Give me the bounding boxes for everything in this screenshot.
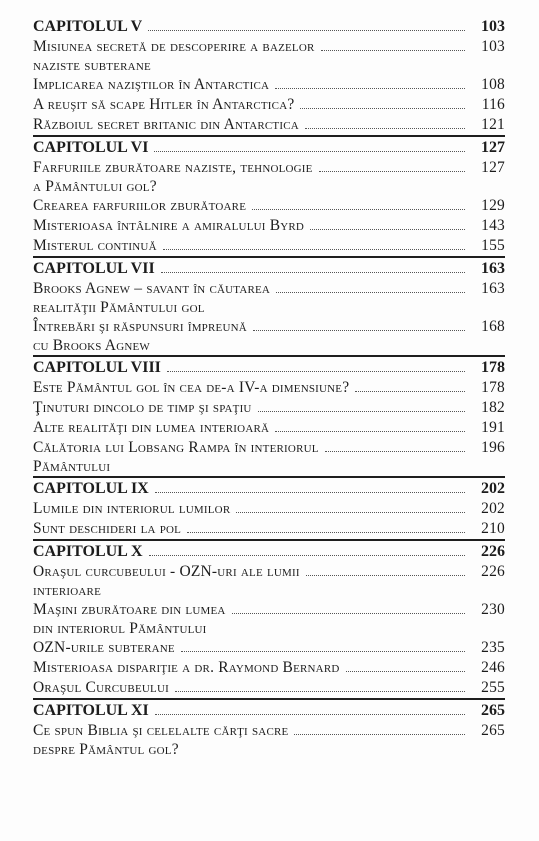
dot-leader bbox=[167, 371, 465, 372]
toc-entry bbox=[33, 678, 505, 698]
entry-title: Războiul secret britanic din Antarctica bbox=[33, 116, 299, 133]
dot-leader bbox=[321, 50, 465, 51]
chapter-page-number: 163 bbox=[481, 260, 505, 277]
entry-title: Misiunea secretă de descoperire a bazelor bbox=[33, 38, 315, 55]
entry-title: Este Pământul gol în cea de-a IV-a dimensiune? bbox=[33, 379, 350, 396]
chapter-page-number: 265 bbox=[481, 702, 505, 719]
entry-page-number: 129 bbox=[481, 197, 505, 214]
toc-entry bbox=[33, 600, 505, 638]
entry-page-number: 255 bbox=[481, 679, 505, 696]
chapter-page-number: 202 bbox=[481, 480, 505, 497]
entry-title: Farfuriile zburătoare naziste, tehnologie bbox=[33, 159, 313, 176]
dot-leader bbox=[253, 330, 465, 331]
chapter-heading bbox=[33, 358, 505, 378]
chapter-title: CAPITOLUL IX bbox=[33, 480, 149, 497]
toc-entry bbox=[33, 37, 505, 75]
entry-page-number: 121 bbox=[481, 116, 505, 133]
entry-page-number: 168 bbox=[481, 318, 505, 335]
entry-page-number: 196 bbox=[481, 439, 505, 456]
entry-page-number: 143 bbox=[481, 217, 505, 234]
chapter-page-number: 127 bbox=[481, 139, 505, 156]
entry-page-number: 265 bbox=[481, 722, 505, 739]
entry-title: Implicarea naziştilor în Antarctica bbox=[33, 76, 270, 93]
toc-entry bbox=[33, 658, 505, 678]
chapter-section bbox=[33, 698, 505, 759]
entry-title-continuation: din interiorul Pământului bbox=[33, 620, 207, 637]
dot-leader bbox=[161, 272, 465, 273]
dot-leader bbox=[276, 292, 465, 293]
dot-leader bbox=[148, 30, 465, 31]
chapter-heading bbox=[33, 17, 505, 37]
toc-entry bbox=[33, 115, 505, 135]
dot-leader bbox=[300, 108, 465, 109]
chapter-section bbox=[33, 256, 505, 355]
dot-leader bbox=[346, 671, 466, 672]
dot-leader bbox=[149, 555, 465, 556]
toc-entry bbox=[33, 216, 505, 236]
dot-leader bbox=[275, 88, 465, 89]
entry-page-number: 182 bbox=[481, 399, 505, 416]
dot-leader bbox=[155, 714, 465, 715]
toc-entry bbox=[33, 236, 505, 256]
entry-title: Lumile din interiorul lumilor bbox=[33, 500, 231, 517]
chapter-page-number: 103 bbox=[481, 18, 505, 35]
dot-leader bbox=[305, 128, 465, 129]
toc-entry bbox=[33, 519, 505, 539]
entry-title: Brooks Agnew – savant în căutarea bbox=[33, 280, 271, 297]
chapter-section bbox=[33, 476, 505, 539]
dot-leader bbox=[175, 691, 465, 692]
entry-page-number: 226 bbox=[481, 563, 505, 580]
chapter-section bbox=[33, 135, 505, 256]
chapter-title: CAPITOLUL VI bbox=[33, 139, 149, 156]
dot-leader bbox=[325, 451, 465, 452]
dot-leader bbox=[163, 249, 465, 250]
toc-entry bbox=[33, 438, 505, 476]
toc-entry bbox=[33, 279, 505, 317]
toc-entry bbox=[33, 638, 505, 658]
chapter-section bbox=[33, 355, 505, 476]
entry-title-continuation: cu Brooks Agnew bbox=[33, 337, 150, 354]
entry-page-number: 108 bbox=[481, 76, 505, 93]
toc-entry bbox=[33, 499, 505, 519]
toc-entry bbox=[33, 418, 505, 438]
entry-title: Ce spun Biblia şi celelalte cărţi sacre bbox=[33, 722, 289, 739]
entry-page-number: 103 bbox=[481, 38, 505, 55]
dot-leader bbox=[187, 532, 465, 533]
entry-page-number: 178 bbox=[481, 379, 505, 396]
table-of-contents bbox=[33, 16, 505, 759]
entry-title: Sunt deschideri la pol bbox=[33, 520, 182, 537]
dot-leader bbox=[355, 391, 465, 392]
chapter-page-number: 178 bbox=[481, 359, 505, 376]
entry-title: Misterioasa întâlnire a amiralului Byrd bbox=[33, 217, 305, 234]
chapter-heading bbox=[33, 138, 505, 158]
toc-entry bbox=[33, 95, 505, 115]
entry-title-continuation: a Pământului gol? bbox=[33, 178, 157, 195]
entry-title-continuation: interioare bbox=[33, 582, 101, 599]
entry-page-number: 246 bbox=[481, 659, 505, 676]
dot-leader bbox=[258, 411, 465, 412]
toc-entry bbox=[33, 196, 505, 216]
entry-title: Crearea farfuriilor zburătoare bbox=[33, 197, 247, 214]
entry-page-number: 202 bbox=[481, 500, 505, 517]
entry-title: Misterul continuă bbox=[33, 237, 157, 254]
entry-page-number: 163 bbox=[481, 280, 505, 297]
toc-entry bbox=[33, 562, 505, 600]
entry-title: Alte realităţi din lumea interioară bbox=[33, 419, 270, 436]
dot-leader bbox=[252, 209, 465, 210]
entry-title-continuation: realităţii Pământului gol bbox=[33, 299, 205, 316]
entry-page-number: 235 bbox=[481, 639, 505, 656]
dot-leader bbox=[306, 575, 465, 576]
chapter-title: CAPITOLUL X bbox=[33, 543, 143, 560]
dot-leader bbox=[181, 651, 465, 652]
entry-title: Misterioasa dispariţie a dr. Raymond Bernard bbox=[33, 659, 340, 676]
toc-entry bbox=[33, 378, 505, 398]
entry-title: Oraşul Curcubeului bbox=[33, 679, 169, 696]
chapter-heading bbox=[33, 542, 505, 562]
entry-title: Întrebări şi răspunsuri împreună bbox=[33, 318, 247, 335]
dot-leader bbox=[232, 613, 465, 614]
dot-leader bbox=[310, 229, 465, 230]
entry-title-continuation: naziste subterane bbox=[33, 57, 151, 74]
entry-title-continuation: Pământului bbox=[33, 458, 111, 475]
dot-leader bbox=[294, 734, 465, 735]
entry-page-number: 155 bbox=[481, 237, 505, 254]
entry-page-number: 210 bbox=[481, 520, 505, 537]
entry-title: Ţinuturi dincolo de timp şi spaţiu bbox=[33, 399, 252, 416]
chapter-heading bbox=[33, 479, 505, 499]
chapter-heading bbox=[33, 259, 505, 279]
chapter-title: CAPITOLUL VIII bbox=[33, 359, 161, 376]
entry-title: Oraşul curcubeului - OZN-uri ale lumii bbox=[33, 563, 300, 580]
toc-entry bbox=[33, 317, 505, 355]
toc-entry bbox=[33, 75, 505, 95]
toc-entry bbox=[33, 721, 505, 759]
chapter-title: CAPITOLUL VII bbox=[33, 260, 155, 277]
entry-page-number: 127 bbox=[481, 159, 505, 176]
entry-page-number: 116 bbox=[481, 96, 505, 113]
entry-title-continuation: despre Pământul gol? bbox=[33, 741, 179, 758]
toc-entry bbox=[33, 398, 505, 418]
entry-page-number: 191 bbox=[481, 419, 505, 436]
entry-title: Călătoria lui Lobsang Rampa în interiorul bbox=[33, 439, 319, 456]
entry-title: A reuşit să scape Hitler în Antarctica? bbox=[33, 96, 295, 113]
chapter-title: CAPITOLUL V bbox=[33, 18, 143, 35]
entry-page-number: 230 bbox=[481, 601, 505, 618]
dot-leader bbox=[154, 151, 465, 152]
entry-title: OZN-urile subterane bbox=[33, 639, 175, 656]
dot-leader bbox=[319, 171, 465, 172]
chapter-title: CAPITOLUL XI bbox=[33, 702, 149, 719]
chapter-heading bbox=[33, 701, 505, 721]
chapter-page-number: 226 bbox=[481, 543, 505, 560]
chapter-section bbox=[33, 539, 505, 698]
dot-leader bbox=[236, 512, 465, 513]
dot-leader bbox=[155, 492, 465, 493]
toc-entry bbox=[33, 158, 505, 196]
chapter-section bbox=[33, 16, 505, 135]
dot-leader bbox=[275, 431, 465, 432]
entry-title: Maşini zburătoare din lumea bbox=[33, 601, 226, 618]
